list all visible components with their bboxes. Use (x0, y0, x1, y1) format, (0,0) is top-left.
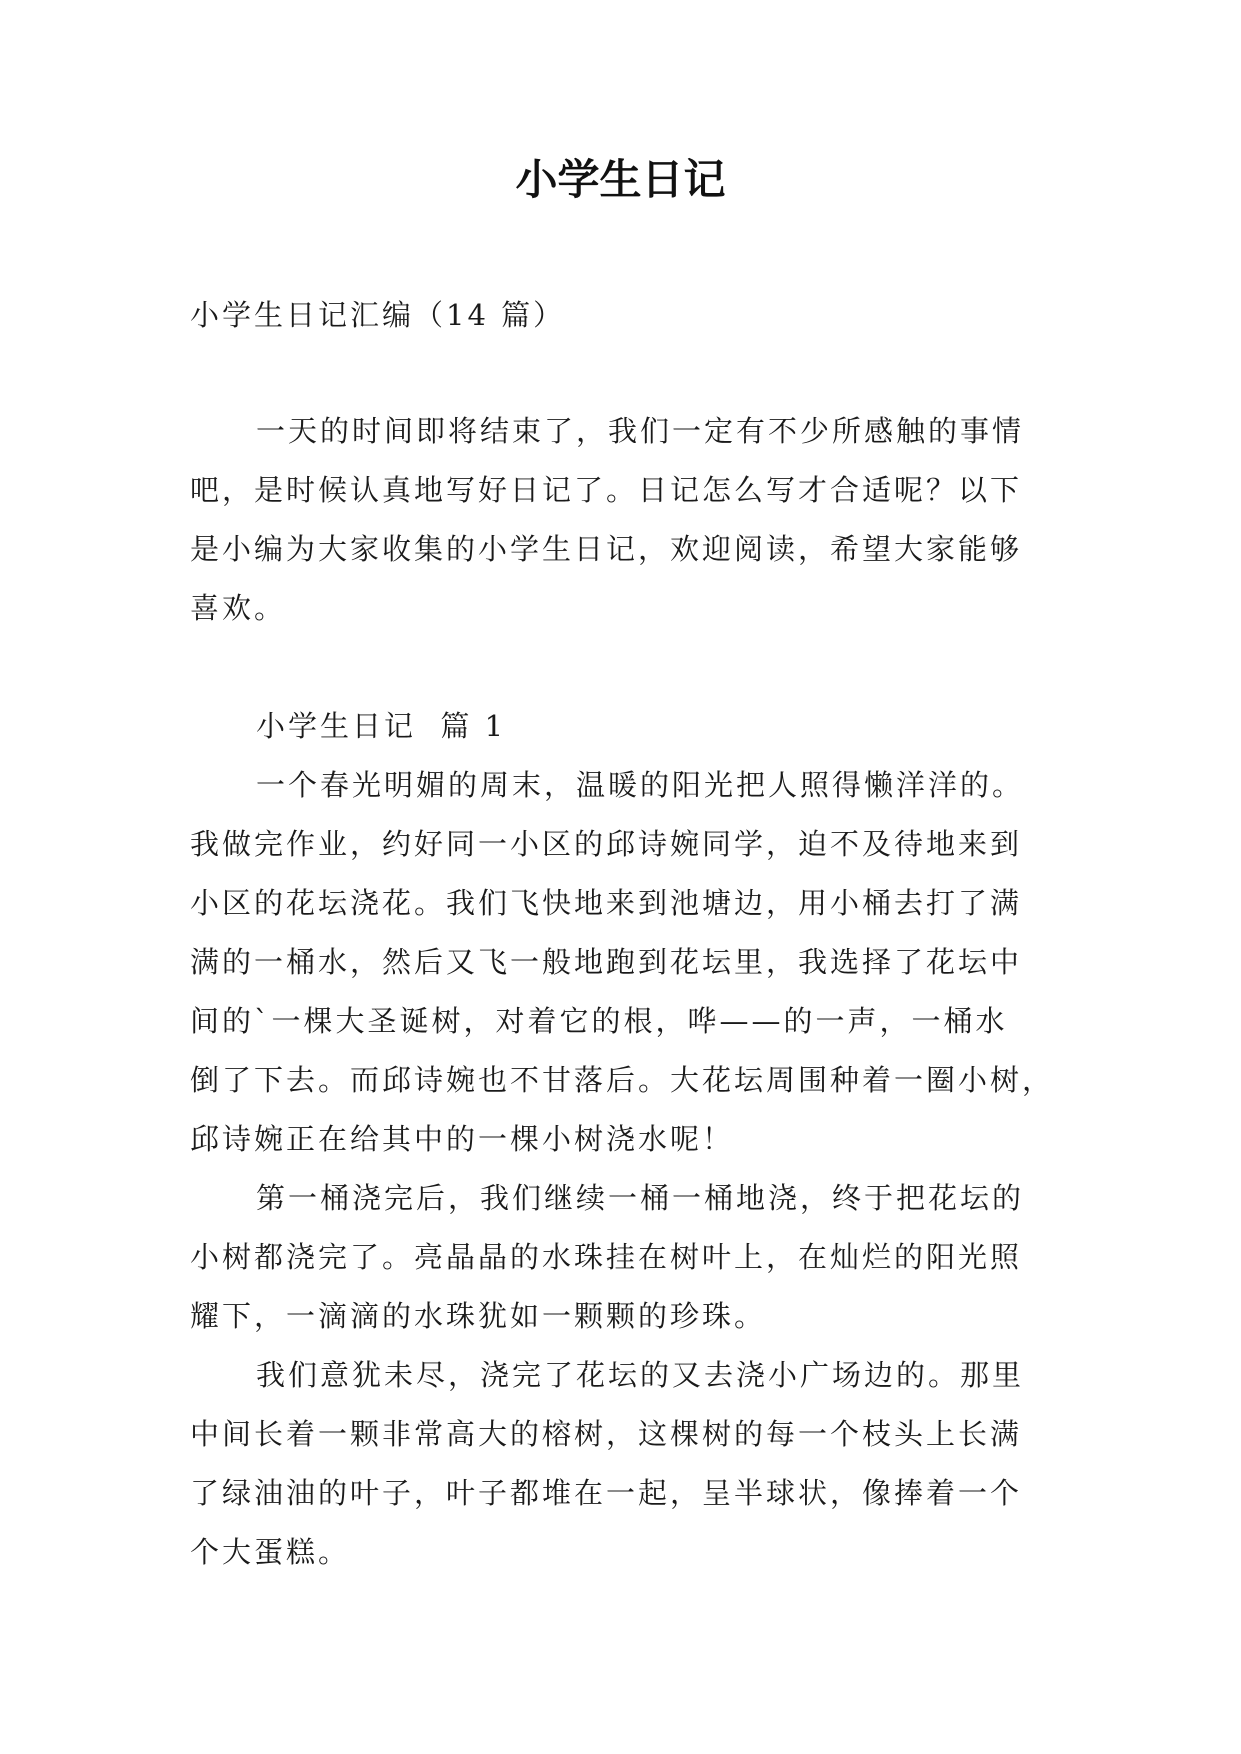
paragraph-1-line: 小区的花坛浇花。我们飞快地来到池塘边，用小桶去打了满 (190, 886, 1023, 920)
paragraph-1-line: 满的一桶水，然后又飞一般地跑到花坛里，我选择了花坛中 (190, 945, 1023, 979)
paragraph-1-line: 一个春光明媚的周末，温暖的阳光把人照得懒洋洋的。 (256, 768, 1025, 802)
paragraph-1-line: 倒了下去。而邱诗婉也不甘落后。大花坛周围种着一圈小树， (190, 1063, 1055, 1097)
document-subtitle (190, 286, 1070, 345)
document-title: 小学生日记 (515, 155, 726, 204)
intro-line: 吧，是时候认真地写好日记了。日记怎么写才合适呢？以下 (190, 473, 1023, 507)
paragraph-2-line: 第一桶浇完后，我们继续一桶一桶地浇，终于把花坛的 (256, 1181, 1025, 1215)
paragraph-2-line: 小树都浇完了。亮晶晶的水珠挂在树叶上，在灿烂的阳光照 (190, 1240, 1023, 1274)
paragraph-1-line: 间的`一棵大圣诞树，对着它的根，哗——的一声，一桶水 (190, 1004, 1008, 1038)
subtitle-line: 小学生日记汇编（14 篇） (190, 298, 566, 332)
diary-section-1 (190, 697, 1070, 1582)
paragraph-1-line: 我做完作业，约好同一小区的邱诗婉同学，迫不及待地来到 (190, 827, 1023, 861)
paragraph-3-line: 个大蛋糕。 (190, 1535, 351, 1569)
intro-line: 一天的时间即将结束了，我们一定有不少所感触的事情 (256, 414, 1025, 448)
paragraph-3-line: 中间长着一颗非常高大的榕树，这棵树的每一个枝头上长满 (190, 1417, 1023, 1451)
paragraph-3-line: 我们意犹未尽，浇完了花坛的又去浇小广场边的。那里 (256, 1358, 1025, 1392)
intro-line: 喜欢。 (190, 591, 287, 625)
paragraph-1-line: 邱诗婉正在给其中的一棵小树浇水呢！ (190, 1122, 735, 1156)
intro-line: 是小编为大家收集的小学生日记，欢迎阅读，希望大家能够 (190, 532, 1023, 566)
intro-paragraph (190, 402, 1070, 638)
paragraph-2-line: 耀下，一滴滴的水珠犹如一颗颗的珍珠。 (190, 1299, 767, 1333)
section-heading: 小学生日记 篇 1 (256, 709, 507, 743)
paragraph-3-line: 了绿油油的叶子，叶子都堆在一起，呈半球状，像捧着一个 (190, 1476, 1023, 1510)
